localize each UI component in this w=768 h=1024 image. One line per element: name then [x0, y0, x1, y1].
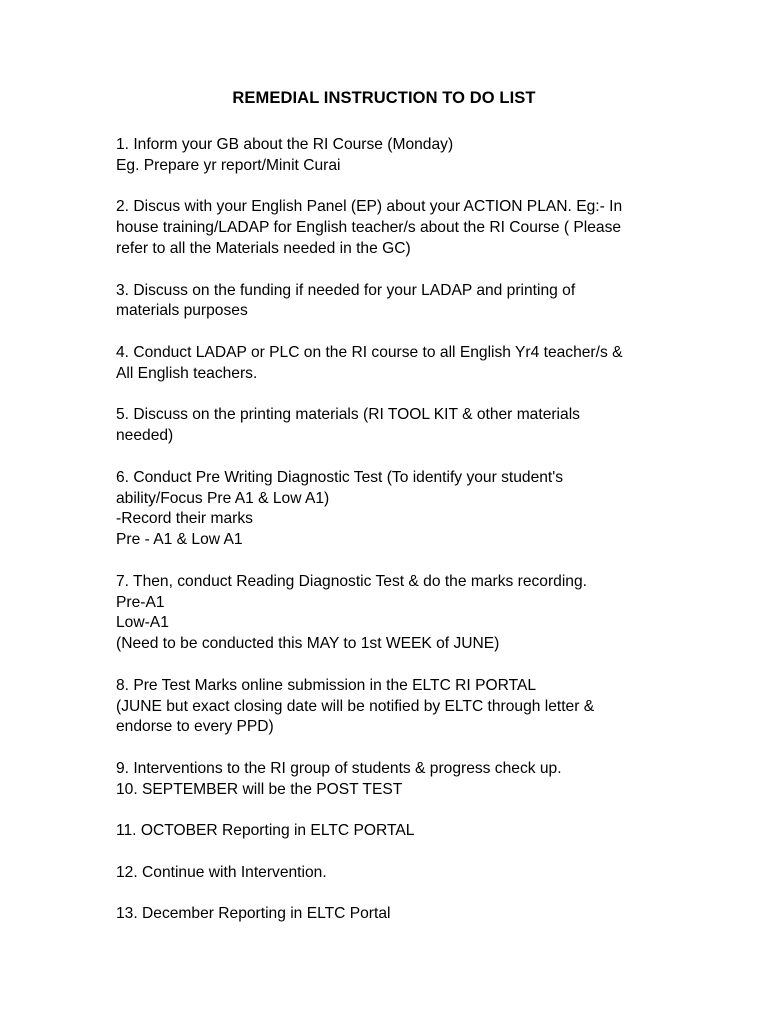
list-item — [116, 904, 661, 925]
document-title: REMEDIAL INSTRUCTION TO DO LIST — [232, 89, 536, 107]
list-item — [116, 468, 661, 551]
list-item-line: (JUNE but exact closing date will be notified by ELTC through letter & — [116, 697, 595, 715]
list-item-line: Pre - A1 & Low A1 — [116, 531, 243, 549]
list-item-line: ability/Focus Pre A1 & Low A1) — [116, 489, 330, 507]
todo-list — [116, 135, 661, 946]
list-item — [116, 343, 661, 385]
list-item-line: 10. SEPTEMBER will be the POST TEST — [116, 780, 403, 798]
list-item-line: 9. Interventions to the RI group of students & progress check up. — [116, 759, 562, 777]
list-item — [116, 676, 661, 738]
list-item-line: 5. Discuss on the printing materials (RI TOOL KIT & other materials — [116, 406, 580, 424]
list-item-line: house training/LADAP for English teacher/s about the RI Course ( Please — [116, 219, 622, 237]
list-item-line: 7. Then, conduct Reading Diagnostic Test & do the marks recording. — [116, 572, 587, 590]
list-item-line: needed) — [116, 427, 174, 445]
list-item — [116, 405, 661, 447]
list-item-line: (Need to be conducted this MAY to 1st WEEK of JUNE) — [116, 635, 500, 653]
list-item-line: 1. Inform your GB about the RI Course (Monday) — [116, 136, 454, 153]
list-item-line: refer to all the Materials needed in the GC) — [116, 239, 411, 257]
list-item — [116, 572, 661, 655]
list-item-line: 12. Continue with Intervention. — [116, 863, 327, 881]
list-item — [116, 135, 661, 177]
list-item-line: materials purposes — [116, 302, 248, 320]
list-item-line: Pre-A1 — [116, 593, 165, 611]
list-item-line: endorse to every PPD) — [116, 718, 274, 736]
list-item-line: Low-A1 — [116, 614, 169, 632]
list-item — [116, 780, 661, 801]
list-item-line: 13. December Reporting in ELTC Portal — [116, 905, 391, 923]
list-item — [116, 759, 661, 780]
list-item-line: Eg. Prepare yr report/Minit Curai — [116, 156, 341, 174]
list-item-line: 4. Conduct LADAP or PLC on the RI course to all English Yr4 teacher/s & — [116, 343, 623, 361]
list-item — [116, 821, 661, 842]
list-item-line: 2. Discus with your English Panel (EP) about your ACTION PLAN. Eg:- In — [116, 198, 623, 216]
list-item-line: 8. Pre Test Marks online submission in the ELTC RI PORTAL — [116, 676, 537, 694]
list-item-line: 3. Discuss on the funding if needed for your LADAP and printing of — [116, 281, 576, 299]
list-item-line: 11. OCTOBER Reporting in ELTC PORTAL — [116, 822, 415, 840]
list-item — [116, 281, 661, 323]
list-item — [116, 197, 661, 259]
list-item-line: 6. Conduct Pre Writing Diagnostic Test (To identify your student's — [116, 468, 564, 486]
list-item-line: All English teachers. — [116, 364, 258, 382]
list-item — [116, 863, 661, 884]
list-item-line: -Record their marks — [116, 510, 253, 528]
